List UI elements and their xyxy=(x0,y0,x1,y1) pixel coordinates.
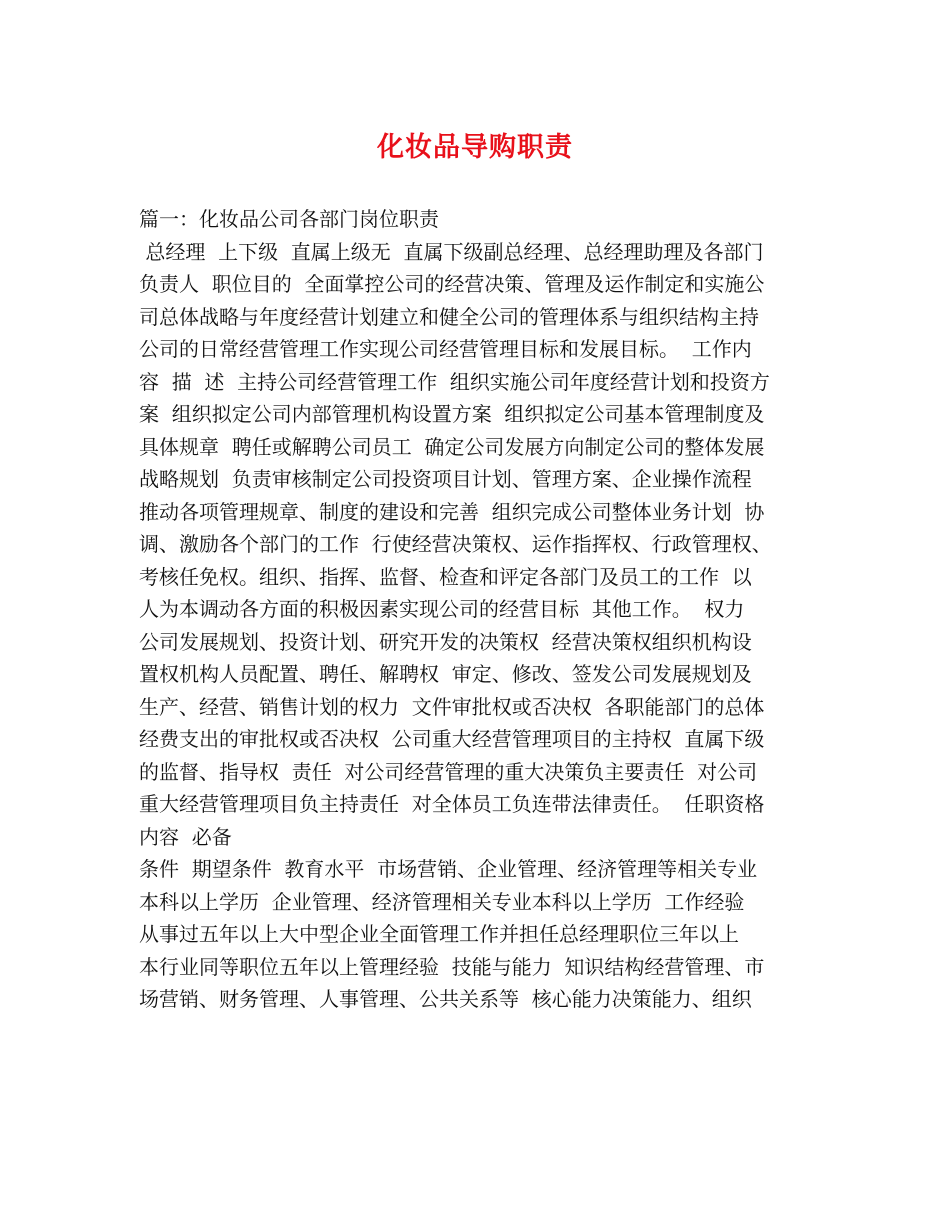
body-line: 公司的日常经营管理工作实现公司经营管理目标和发展目标。 工作内 xyxy=(139,337,752,361)
body-line: 总经理 上下级 直属上级无 直属下级副总经理、总经理助理及各部门 xyxy=(139,239,764,264)
body-line: 篇一：化妆品公司各部门岗位职责 xyxy=(139,207,439,231)
body-line: 置权机构人员配置、聘任、解聘权 审定、修改、签发公司发展规划及 xyxy=(139,662,752,686)
body-line: 调、激励各个部门的工作 行使经营决策权、运作指挥权、行政管理权、 xyxy=(139,532,772,556)
body-line: 本科以上学历 企业管理、经济管理相关专业本科以上学历 工作经验 xyxy=(139,889,745,914)
body-line: 案 组织拟定公司内部管理机构设置方案 组织拟定公司基本管理制度及 xyxy=(139,402,765,426)
body-line: 场营销、财务管理、人事管理、公共关系等 核心能力决策能力、组织 xyxy=(139,987,752,1011)
body-line: 考核任免权。组织、指挥、监督、检查和评定各部门及员工的工作 以 xyxy=(139,564,752,589)
body-line: 本行业同等职位五年以上管理经验 技能与能力 知识结构经营管理、市 xyxy=(139,954,765,979)
body-line: 生产、经营、销售计划的权力 文件审批权或否决权 各职能部门的总体 xyxy=(139,694,765,719)
document-body xyxy=(139,203,829,1016)
body-line: 从事过五年以上大中型企业全面管理工作并担任总经理职位三年以上 xyxy=(139,922,739,946)
body-line: 具体规章 聘任或解聘公司员工 确定公司发展方向制定公司的整体发展 xyxy=(139,434,765,459)
document-title: 化妆品导购职责 xyxy=(377,132,573,163)
body-line: 战略规划 负责审核制定公司投资项目计划、管理方案、企业操作流程 xyxy=(139,467,752,491)
body-line: 人为本调动各方面的积极因素实现公司的经营目标 其他工作。 权力 xyxy=(139,597,745,621)
body-line: 容 描 述 主持公司经营管理工作 组织实施公司年度经营计划和投资方 xyxy=(139,369,770,394)
body-line: 公司发展规划、投资计划、研究开发的决策权 经营决策权组织机构设 xyxy=(139,629,752,654)
body-line: 推动各项管理规章、制度的建设和完善 组织完成公司整体业务计划 协 xyxy=(139,499,765,524)
body-line: 条件 期望条件 教育水平 市场营销、企业管理、经济管理等相关专业 xyxy=(139,857,758,881)
body-line: 的监督、指导权 责任 对公司经营管理的重大决策负主要责任 对公司 xyxy=(139,759,758,784)
body-line: 重大经营管理项目负主持责任 对全体员工负连带法律责任。 任职资格 xyxy=(139,792,765,816)
body-line: 司总体战略与年度经营计划建立和健全公司的管理体系与组织结构主持 xyxy=(139,304,759,329)
body-line: 经费支出的审批权或否决权 公司重大经营管理项目的主持权 直属下级 xyxy=(139,727,765,751)
body-line: 内容 必备 xyxy=(139,824,232,849)
body-line: 负责人 职位目的 全面掌控公司的经营决策、管理及运作制定和实施公 xyxy=(139,272,765,296)
